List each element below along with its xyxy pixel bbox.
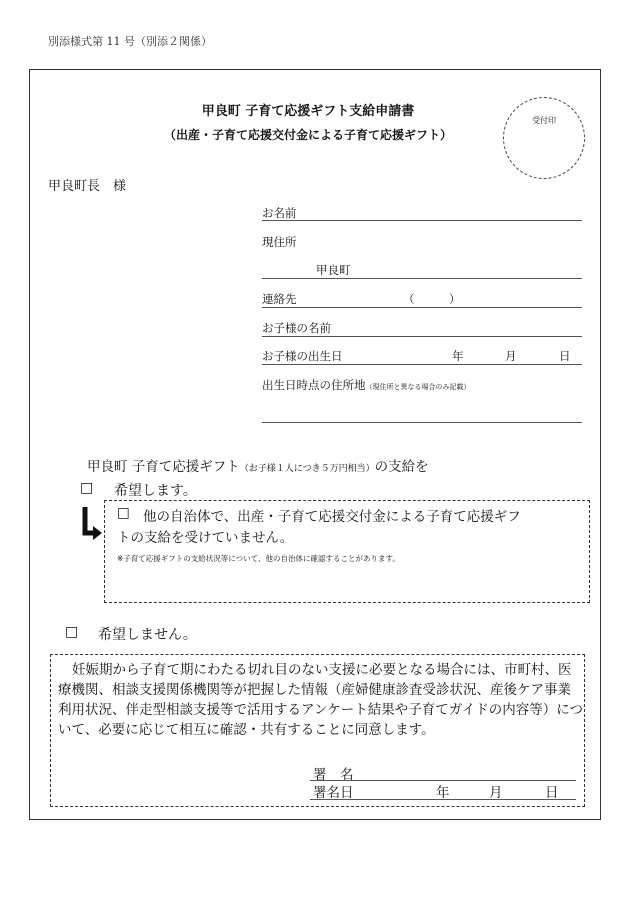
other-municipality-checkbox[interactable]: □ (117, 505, 130, 521)
no-wish-label: 希望しません。 (98, 627, 197, 643)
form-title: 甲良町 子育て応援ギフト支給申請書 (201, 104, 415, 119)
wish-checkbox[interactable]: □ (80, 480, 94, 496)
arrow-down-right-icon (80, 507, 106, 543)
child-birth-field[interactable] (262, 364, 582, 365)
address-field[interactable] (262, 278, 582, 279)
birth-address-text: 出生日時点の住所地 (262, 378, 366, 392)
sign-year-label: 年 (436, 785, 450, 801)
consent-paragraph: 妊娠期から子育て期にわたる切れ目のない支援に必要となる場合には、市町村、医療機関、相談支援関係機関等が把握した情報（産婦健康診査受診状況、産後ケア事業利用状況、伴走型相談支援等で活用するアンケート結果や子育てガイドの内容等）について、必要に応じて相互に確認・共有することに同意します。 (58, 662, 584, 738)
sign-day-label: 日 (545, 785, 559, 801)
sign-month-label: 月 (489, 785, 503, 801)
child-name-field[interactable] (262, 336, 582, 337)
birth-month-label: 月 (505, 349, 517, 363)
request-lead-note: （お子様１人につき５万円相当） (239, 464, 375, 474)
other-municipality-line1: 他の自治体で、出産・子育て応援交付金による子育て応援ギフ (143, 509, 521, 525)
child-birth-label: お子様の出生日 (262, 349, 343, 363)
birth-day-label: 日 (559, 349, 571, 363)
birth-address-note: （現住所と異なる場合のみ記載） (365, 383, 471, 391)
sign-date-label: 署名日 (313, 785, 354, 801)
no-wish-checkbox[interactable]: □ (65, 624, 79, 640)
request-lead-a: 甲良町 子育て応援ギフト (87, 459, 240, 475)
child-name-label: お子様の名前 (262, 321, 331, 335)
birth-address-field[interactable] (262, 422, 582, 423)
request-lead (87, 455, 429, 475)
reception-stamp-circle (503, 97, 585, 179)
sign-date-field[interactable] (310, 799, 576, 800)
address-label: 現住所 (262, 235, 297, 249)
town-label: 甲良町 (316, 263, 351, 277)
signature-label: 署 名 (313, 767, 354, 783)
form-subtitle: （出産・子育て応援交付金による子育て応援ギフト） (163, 128, 452, 142)
contact-label: 連絡先 (262, 292, 297, 306)
addressee: 甲良町長 様 (48, 179, 127, 194)
name-label: お名前 (262, 206, 297, 220)
wish-label: 希望します。 (114, 483, 197, 499)
birth-address-label (262, 377, 582, 393)
other-municipality-line2: トの支給を受けていません。 (117, 530, 294, 546)
contact-field[interactable] (262, 307, 582, 308)
form-reference: 別添様式第 11 号（別添２関係） (48, 35, 212, 48)
other-municipality-note: ※子育て応援ギフトの支給状況等について、他の自治体に確認することがあります。 (117, 554, 400, 563)
name-field[interactable] (262, 220, 582, 221)
reception-stamp-label: 受付印 (532, 116, 556, 125)
contact-area-code: （ ） (403, 292, 461, 306)
consent-text (58, 660, 583, 740)
birth-year-label: 年 (452, 349, 464, 363)
request-lead-b: の支給を (374, 459, 429, 475)
